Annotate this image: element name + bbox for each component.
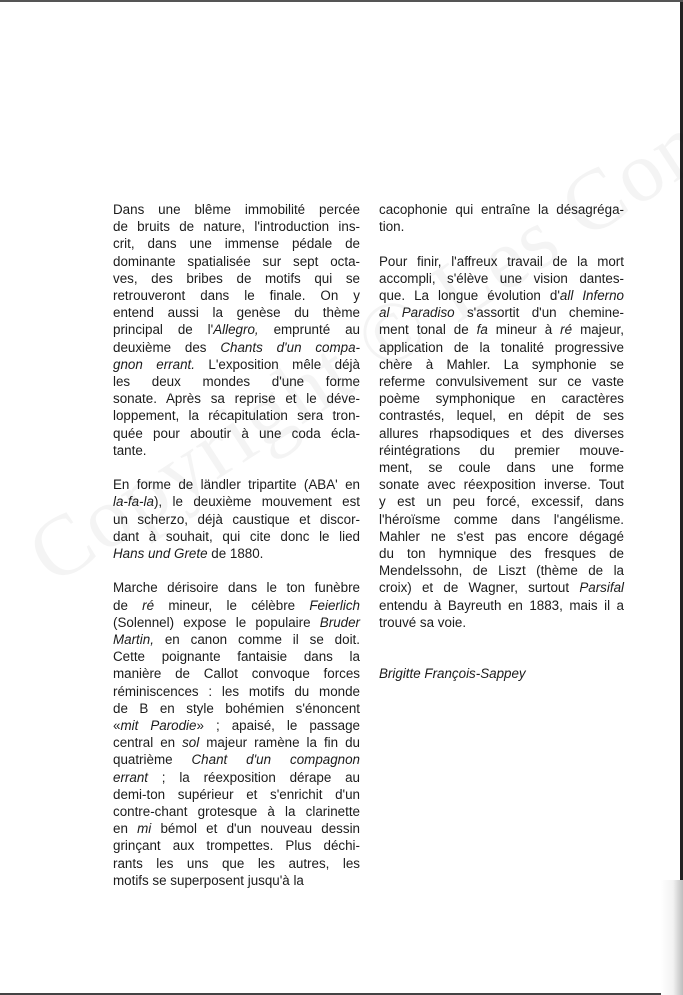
text-run: application de la tonalité progressive <box>379 339 624 355</box>
text-line <box>379 270 624 287</box>
text-run: cacophonie qui entraîne la désagréga- <box>379 202 624 217</box>
text-line <box>379 304 624 321</box>
text-line <box>113 476 360 493</box>
text-run: un scherzo, déjà caustique et discor- <box>113 511 360 527</box>
text-run: dominante spatialisée sur sept octa- <box>113 253 360 269</box>
text-line <box>113 665 360 682</box>
text-line <box>113 253 360 270</box>
text-run: croix) et de Wagner, surtout <box>379 580 580 596</box>
italic-text: Hans und Grete <box>113 546 208 562</box>
text-line <box>379 614 624 631</box>
text-run: contre-chant grotesque à la clarinette <box>113 804 360 820</box>
text-run: rants les uns que les autres, les <box>113 855 360 871</box>
italic-text: fa <box>476 322 488 338</box>
text-run: quée pour aboutir à une coda écla- <box>113 425 360 441</box>
text-run: En forme de ländler tripartite (ABA' en <box>113 477 360 493</box>
text-run: de B en style bohémien s'énoncent <box>113 700 360 716</box>
text-line <box>113 304 360 321</box>
text-line <box>113 235 360 252</box>
text-run: majeur ramène la fin du <box>199 735 360 751</box>
text-line <box>113 442 360 459</box>
italic-text: mit Parodie <box>120 718 197 734</box>
text-line <box>379 476 624 493</box>
italic-text: mi <box>137 821 152 837</box>
italic-text: sol <box>182 735 200 751</box>
text-run: mineur, le célèbre <box>154 597 310 613</box>
italic-text: al Paradiso <box>379 305 455 321</box>
text-run: du ton hymnique des fresques de <box>379 546 624 562</box>
text-line <box>113 597 360 614</box>
text-line <box>113 631 360 648</box>
left-column <box>113 201 360 889</box>
text-line <box>113 803 360 820</box>
text-run: ), le deuxième mouvement est <box>153 494 360 510</box>
paragraph-gap <box>379 631 624 648</box>
text-line <box>379 373 624 390</box>
text-run: ves, des bribes de motifs qui se <box>113 270 360 286</box>
text-run: réminiscences : les motifs du monde <box>113 683 360 699</box>
text-line <box>113 270 360 287</box>
text-run: bémol et d'un nouveau dessin <box>151 821 360 837</box>
text-line <box>379 493 624 510</box>
text-line <box>113 820 360 837</box>
text-line <box>113 872 360 889</box>
text-line <box>113 837 360 854</box>
text-run: motifs se superposent jusqu'à la <box>113 872 304 888</box>
text-run: referme convulsivement sur ce vaste <box>379 374 624 390</box>
paragraph-continuation <box>379 201 624 235</box>
text-run: Marche dérisoire dans le ton funèbre <box>113 580 360 596</box>
text-run: ment tonal de <box>379 322 477 338</box>
italic-text: all Inferno <box>559 288 625 303</box>
paragraph-scherzo <box>113 476 360 562</box>
text-line <box>379 562 624 579</box>
text-line <box>113 493 360 510</box>
text-line <box>379 597 624 614</box>
text-run: poème symphonique en caractères <box>379 391 624 407</box>
text-line <box>379 253 624 270</box>
text-line <box>113 700 360 717</box>
text-run: de bruits de nature, l'introduction ins- <box>113 219 360 235</box>
text-line <box>379 459 624 476</box>
italic-text: gnon errant. <box>113 356 195 372</box>
paragraph-gap <box>113 459 360 476</box>
text-line <box>113 373 360 390</box>
italic-text: Parsifal <box>579 580 624 596</box>
text-line <box>379 425 624 442</box>
text-run: contrastés, lequel, en dépit de ses <box>379 408 624 424</box>
text-run: Dans une blême immobilité percée <box>113 202 360 217</box>
text-run: » ; apaisé, le passage <box>196 718 360 734</box>
paragraph-introduction <box>113 201 360 459</box>
text-line <box>113 425 360 442</box>
page-torn-corner <box>661 880 683 995</box>
text-run: (Solennel) expose le populaire <box>113 614 320 630</box>
italic-text: la-fa-la <box>113 494 154 510</box>
text-run: en <box>113 821 138 837</box>
text-run: quatrième <box>113 752 192 768</box>
text-run: manière de Callot convoque forces <box>113 666 360 682</box>
italic-text: ré <box>560 322 573 338</box>
text-line <box>113 407 360 424</box>
text-run: que. La longue évolution d' <box>379 288 560 303</box>
text-line <box>113 614 360 631</box>
text-run: trouvé sa voie. <box>379 614 467 630</box>
text-line <box>379 321 624 338</box>
text-run: l'héroïsme comme dans l'angélisme. <box>379 511 624 527</box>
text-line <box>379 579 624 596</box>
text-run: emprunté au <box>258 322 360 338</box>
text-line <box>113 855 360 872</box>
text-line <box>379 356 624 373</box>
text-line <box>113 579 360 596</box>
text-run: « <box>113 718 121 734</box>
text-run: les deux mondes d'une forme <box>113 374 360 390</box>
text-run: tion. <box>379 219 405 235</box>
text-run: entendu à Bayreuth en 1883, mais il a <box>379 597 624 613</box>
text-run: sonate avec réexposition inverse. Tout <box>379 477 624 493</box>
text-line <box>379 339 624 356</box>
text-run: réintégrations du premier mouve- <box>379 442 624 458</box>
text-line <box>113 287 360 304</box>
text-run: deuxième des <box>113 339 221 355</box>
text-run: ; la réexposition dérape au <box>147 769 360 785</box>
text-line <box>113 683 360 700</box>
italic-text: Chants d'un compa- <box>220 339 361 355</box>
text-run: allures rhapsodiques et des diverses <box>379 425 624 441</box>
italic-text: Allegro, <box>213 322 259 338</box>
text-run: accompli, s'élève une vision dantes- <box>379 270 624 286</box>
text-run: de 1880. <box>207 546 264 562</box>
text-line <box>379 218 624 235</box>
italic-text: Feierlich <box>309 597 360 613</box>
text-line <box>379 407 624 424</box>
text-line <box>113 717 360 734</box>
text-run: L'exposition mêle déjà <box>194 356 360 372</box>
text-run: grinçant aux trompettes. Plus déchi- <box>113 838 360 854</box>
text-line <box>379 528 624 545</box>
text-line <box>379 442 624 459</box>
paragraph-gap <box>379 235 624 252</box>
text-run: s'assortit d'un chemine- <box>454 305 624 321</box>
author-signature: Brigitte François-Sappey <box>379 666 526 682</box>
paragraph-funeral-march <box>113 579 360 889</box>
text-run: mineur à <box>487 322 561 338</box>
paragraph-gap <box>113 562 360 579</box>
text-line <box>113 511 360 528</box>
text-line <box>113 218 360 235</box>
text-run: retrouveront dans le finale. On y <box>113 288 360 304</box>
text-line <box>379 287 624 304</box>
text-line <box>113 751 360 768</box>
text-run: loppement, la récapitulation sera tron- <box>113 408 360 424</box>
italic-text: Martin, <box>113 632 154 648</box>
italic-text: Bruder <box>319 614 360 630</box>
text-run: chère à Mahler. La symphonie se <box>379 356 624 372</box>
text-run: majeur, <box>572 322 624 338</box>
text-run: ment, se coule dans une forme <box>379 460 624 476</box>
text-run: central en <box>113 735 183 751</box>
text-line <box>113 321 360 338</box>
right-column <box>379 201 624 683</box>
text-run: sonate. Après sa reprise et le déve- <box>113 391 360 407</box>
text-line <box>379 390 624 407</box>
text-line <box>113 339 360 356</box>
text-line <box>113 201 360 218</box>
text-run: Mendelssohn, de Liszt (thème de la <box>379 563 624 579</box>
paragraph-finale <box>379 253 624 631</box>
text-line <box>113 528 360 545</box>
text-line <box>113 356 360 373</box>
italic-text: Chant d'un compagnon <box>191 752 360 768</box>
text-line <box>379 511 624 528</box>
text-line <box>113 734 360 751</box>
text-run: y est un peu forcé, excessif, dans <box>379 494 624 510</box>
italic-text: ré <box>142 597 155 613</box>
text-line <box>113 545 360 562</box>
paragraph-gap <box>379 648 624 665</box>
text-line <box>379 545 624 562</box>
text-run: de <box>113 597 143 613</box>
text-line <box>113 648 360 665</box>
text-line <box>113 390 360 407</box>
page-top-edge <box>0 0 683 2</box>
text-run: Mahler ne s'est pas encore dégagé <box>379 528 624 544</box>
text-run: principal de l' <box>113 322 214 338</box>
text-run: demi-ton supérieur et s'enrichit d'un <box>113 786 360 802</box>
text-run: crit, dans une immense pédale de <box>113 236 360 252</box>
text-line <box>379 201 624 218</box>
text-line <box>113 769 360 786</box>
text-run: tante. <box>113 442 147 458</box>
text-run: Cette poignante fantaisie dans la <box>113 649 360 665</box>
text-run: entend aussi la genèse du thème <box>113 305 360 321</box>
text-run: dant à souhait, qui cite donc le lied <box>113 528 360 544</box>
text-run: Pour finir, l'affreux travail de la mort <box>379 253 624 269</box>
italic-text: errant <box>113 769 148 785</box>
text-line <box>113 786 360 803</box>
text-run: en canon comme il se doit. <box>153 632 360 648</box>
